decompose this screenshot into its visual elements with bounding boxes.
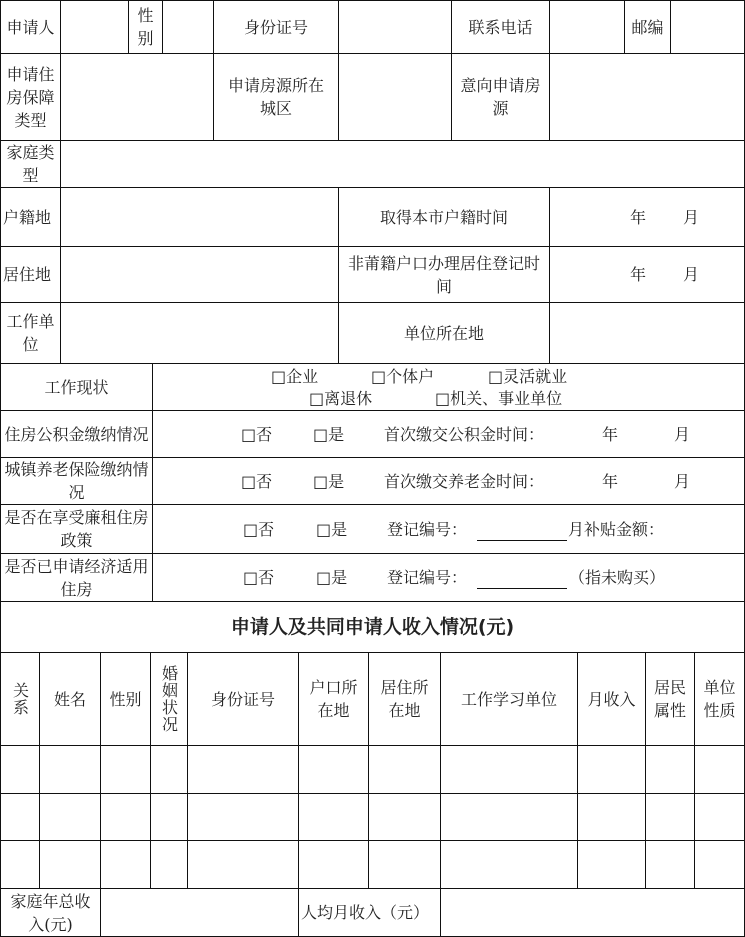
housing-fund-label: 住房公积金缴纳情况	[0, 410, 153, 458]
month-unit: 月	[683, 265, 700, 284]
table-cell[interactable]	[645, 793, 695, 841]
table-cell[interactable]	[368, 840, 441, 889]
intended-source-label: 意向申请房源	[451, 53, 550, 141]
housing-type-label: 申请住房保障类型	[0, 53, 61, 141]
family-annual-income-field[interactable]	[100, 888, 299, 937]
affordable-housing-options	[152, 553, 745, 602]
table-cell[interactable]	[694, 793, 745, 841]
family-type-field[interactable]	[60, 140, 745, 188]
low-rent-label: 是否在享受廉租住房政策	[0, 504, 153, 554]
year-unit: 年	[630, 207, 647, 227]
income-section-title: 申请人及共同申请人收入情况(元)	[0, 601, 745, 653]
district-field[interactable]	[338, 53, 452, 141]
month-unit: 月	[674, 472, 691, 491]
col-gender: 性别	[100, 652, 151, 746]
fund-yes-checkbox[interactable]: □是	[313, 425, 345, 444]
intended-source-field[interactable]	[549, 53, 745, 141]
pension-yes-checkbox[interactable]: □是	[313, 472, 345, 491]
table-cell[interactable]	[187, 745, 299, 794]
workplace-location-field[interactable]	[549, 302, 745, 364]
option-government-institution[interactable]: □机关、事业单位	[435, 389, 563, 408]
year-unit: 年	[630, 265, 647, 284]
pension-label: 城镇养老保险缴纳情况	[0, 457, 153, 505]
low-rent-reg-number-field[interactable]	[477, 540, 567, 541]
table-cell[interactable]	[368, 745, 441, 794]
table-cell[interactable]	[298, 840, 369, 889]
year-unit: 年	[602, 472, 619, 491]
low-rent-options	[152, 504, 745, 554]
workplace-location-label: 单位所在地	[338, 302, 550, 364]
month-unit: 月	[674, 425, 691, 444]
table-cell[interactable]	[187, 840, 299, 889]
option-self-employed[interactable]: □个体户	[371, 367, 435, 386]
table-cell[interactable]	[150, 840, 188, 889]
table-cell[interactable]	[100, 793, 151, 841]
workplace-label: 工作单位	[0, 302, 61, 364]
affordable-note: （指未购买）	[569, 568, 666, 587]
low-rent-yes-checkbox[interactable]: □是	[316, 520, 348, 539]
table-cell[interactable]	[39, 840, 101, 889]
hukou-label: 户籍地	[0, 187, 61, 247]
year-unit: 年	[602, 425, 619, 444]
postcode-field[interactable]	[670, 0, 745, 54]
pension-no-checkbox[interactable]: □否	[241, 472, 273, 491]
option-enterprise[interactable]: □企业	[271, 367, 319, 386]
table-cell[interactable]	[187, 793, 299, 841]
low-rent-no-checkbox[interactable]: □否	[243, 520, 275, 539]
table-cell[interactable]	[577, 840, 646, 889]
col-id-number: 身份证号	[187, 652, 299, 746]
residence-field[interactable]	[60, 246, 339, 303]
fund-no-checkbox[interactable]: □否	[241, 425, 273, 444]
affordable-reg-number-field[interactable]	[477, 588, 567, 589]
gender-label: 性别	[128, 0, 163, 54]
id-number-label: 身份证号	[213, 0, 339, 54]
affordable-housing-label: 是否已申请经济适用住房	[0, 553, 153, 602]
col-hukou-location: 户口所在地	[298, 652, 369, 746]
low-rent-subsidy-label: 月补贴金额：	[568, 520, 665, 539]
table-cell[interactable]	[150, 745, 188, 794]
table-cell[interactable]	[645, 840, 695, 889]
applicant-name-field[interactable]	[60, 0, 129, 54]
fund-first-time-label: 首次缴交公积金时间：	[384, 425, 545, 444]
district-label: 申请房源所在城区	[213, 53, 339, 141]
residence-reg-time-label: 非莆籍户口办理居住登记时间	[338, 246, 550, 303]
col-resident-type: 居民属性	[645, 652, 695, 746]
per-capita-income-field[interactable]	[440, 888, 745, 937]
table-cell[interactable]	[694, 745, 745, 794]
phone-field[interactable]	[549, 0, 625, 54]
table-cell[interactable]	[0, 793, 40, 841]
table-cell[interactable]	[368, 793, 441, 841]
workplace-field[interactable]	[60, 302, 339, 364]
hukou-time-field[interactable]	[549, 187, 745, 247]
table-cell[interactable]	[645, 745, 695, 794]
hukou-time-label: 取得本市户籍时间	[338, 187, 550, 247]
housing-fund-options	[152, 410, 745, 458]
low-rent-reg-label: 登记编号：	[387, 520, 468, 539]
per-capita-income-label: 人均月收入（元）	[298, 888, 441, 937]
table-cell[interactable]	[577, 793, 646, 841]
work-status-label: 工作现状	[0, 363, 153, 411]
table-cell[interactable]	[694, 840, 745, 889]
table-cell[interactable]	[440, 793, 578, 841]
affordable-yes-checkbox[interactable]: □是	[316, 568, 348, 587]
col-unit-nature: 单位性质	[694, 652, 745, 746]
hukou-field[interactable]	[60, 187, 339, 247]
table-cell[interactable]	[0, 745, 40, 794]
table-cell[interactable]	[298, 745, 369, 794]
col-relation: 关系	[0, 652, 40, 746]
gender-field[interactable]	[162, 0, 214, 54]
housing-type-field[interactable]	[60, 53, 214, 141]
month-unit: 月	[683, 207, 700, 227]
table-cell[interactable]	[150, 793, 188, 841]
table-cell[interactable]	[100, 745, 151, 794]
col-name: 姓名	[39, 652, 101, 746]
table-cell[interactable]	[298, 793, 369, 841]
pension-first-time-label: 首次缴交养老金时间：	[384, 472, 545, 491]
col-marital-status: 婚姻状况	[150, 652, 188, 746]
affordable-reg-label: 登记编号：	[387, 568, 468, 587]
table-cell[interactable]	[440, 745, 578, 794]
family-annual-income-label: 家庭年总收入(元)	[0, 888, 101, 937]
residence-label: 居住地	[0, 246, 61, 303]
applicant-label: 申请人	[0, 0, 61, 54]
table-cell[interactable]	[39, 793, 101, 841]
table-cell[interactable]	[577, 745, 646, 794]
option-flexible-employment[interactable]: □灵活就业	[488, 367, 568, 386]
col-work-study-unit: 工作学习单位	[440, 652, 578, 746]
col-monthly-income: 月收入	[577, 652, 646, 746]
id-number-field[interactable]	[338, 0, 452, 54]
phone-label: 联系电话	[451, 0, 550, 54]
family-type-label: 家庭类型	[0, 140, 61, 188]
col-residence-location: 居住所在地	[368, 652, 441, 746]
postcode-label: 邮编	[624, 0, 671, 54]
pension-options	[152, 457, 745, 505]
table-cell[interactable]	[39, 745, 101, 794]
work-status-options	[152, 363, 745, 411]
table-cell[interactable]	[440, 840, 578, 889]
table-cell[interactable]	[100, 840, 151, 889]
option-retired[interactable]: □离退休	[309, 389, 373, 408]
residence-reg-time-field[interactable]	[549, 246, 745, 303]
table-cell[interactable]	[0, 840, 40, 889]
affordable-no-checkbox[interactable]: □否	[243, 568, 275, 587]
